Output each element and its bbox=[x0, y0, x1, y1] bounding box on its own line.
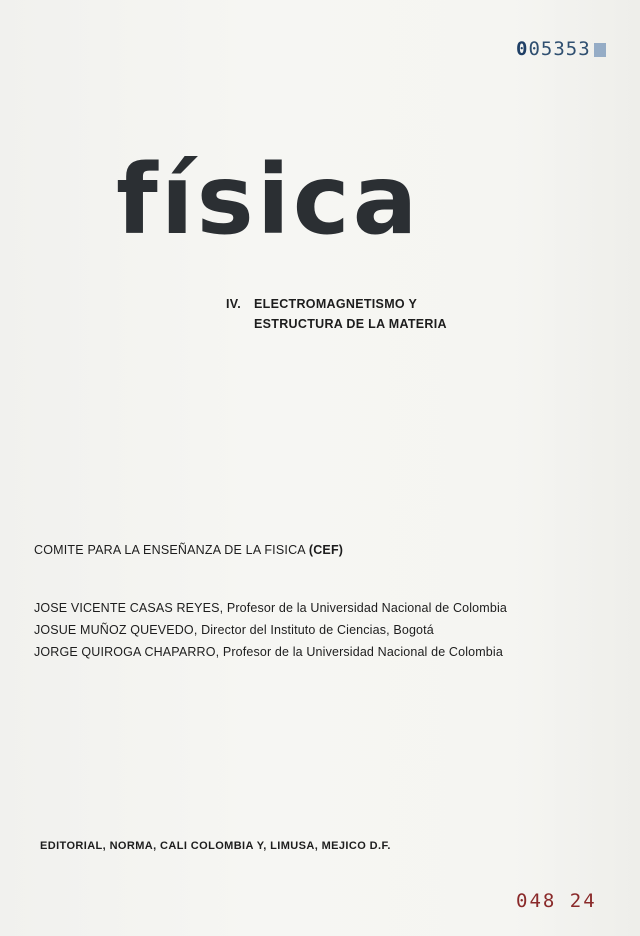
publisher-line: EDITORIAL, NORMA, CALI COLOMBIA Y, LIMUSA, MEJICO D.F. bbox=[40, 840, 391, 852]
stamp-top-number: 05353 bbox=[528, 38, 591, 60]
committee-name: COMITE PARA LA ENSEÑANZA DE LA FISICA bbox=[34, 543, 306, 557]
inventory-stamp-top bbox=[516, 38, 606, 60]
author-name: JORGE QUIROGA CHAPARRO bbox=[34, 645, 216, 659]
inventory-stamp-bottom: 048 24 bbox=[516, 890, 597, 912]
author-list bbox=[34, 597, 507, 663]
committee-abbreviation: (CEF) bbox=[308, 543, 344, 557]
book-title: física bbox=[116, 144, 421, 256]
author-row: JOSUE MUÑOZ QUEVEDO, Director del Instituto de Ciencias, Bogotá bbox=[34, 623, 434, 637]
committee-line bbox=[34, 543, 343, 557]
author-row: JOSE VICENTE CASAS REYES, Profesor de la Universidad Nacional de Colombia bbox=[34, 601, 507, 615]
author-row: JORGE QUIROGA CHAPARRO, Profesor de la Universidad Nacional de Colombia bbox=[34, 645, 503, 659]
stamp-smudge-icon bbox=[594, 43, 606, 57]
book-subtitle bbox=[226, 294, 447, 334]
author-role: Profesor de la Universidad Nacional de Colombia bbox=[222, 645, 503, 659]
stamp-top-lead: 0 bbox=[516, 38, 529, 60]
author-role: Profesor de la Universidad Nacional de Colombia bbox=[226, 601, 507, 615]
author-role: Director del Instituto de Ciencias, Bogotá bbox=[201, 623, 434, 637]
subtitle-line-1-text: ELECTROMAGNETISMO Y bbox=[254, 297, 418, 311]
author-name: JOSE VICENTE CASAS REYES bbox=[34, 601, 220, 615]
volume-number: IV. bbox=[226, 297, 242, 311]
author-name: JOSUE MUÑOZ QUEVEDO bbox=[34, 623, 194, 637]
subtitle-line-2: ESTRUCTURA DE LA MATERIA bbox=[254, 317, 447, 331]
subtitle-line-1 bbox=[226, 294, 447, 314]
